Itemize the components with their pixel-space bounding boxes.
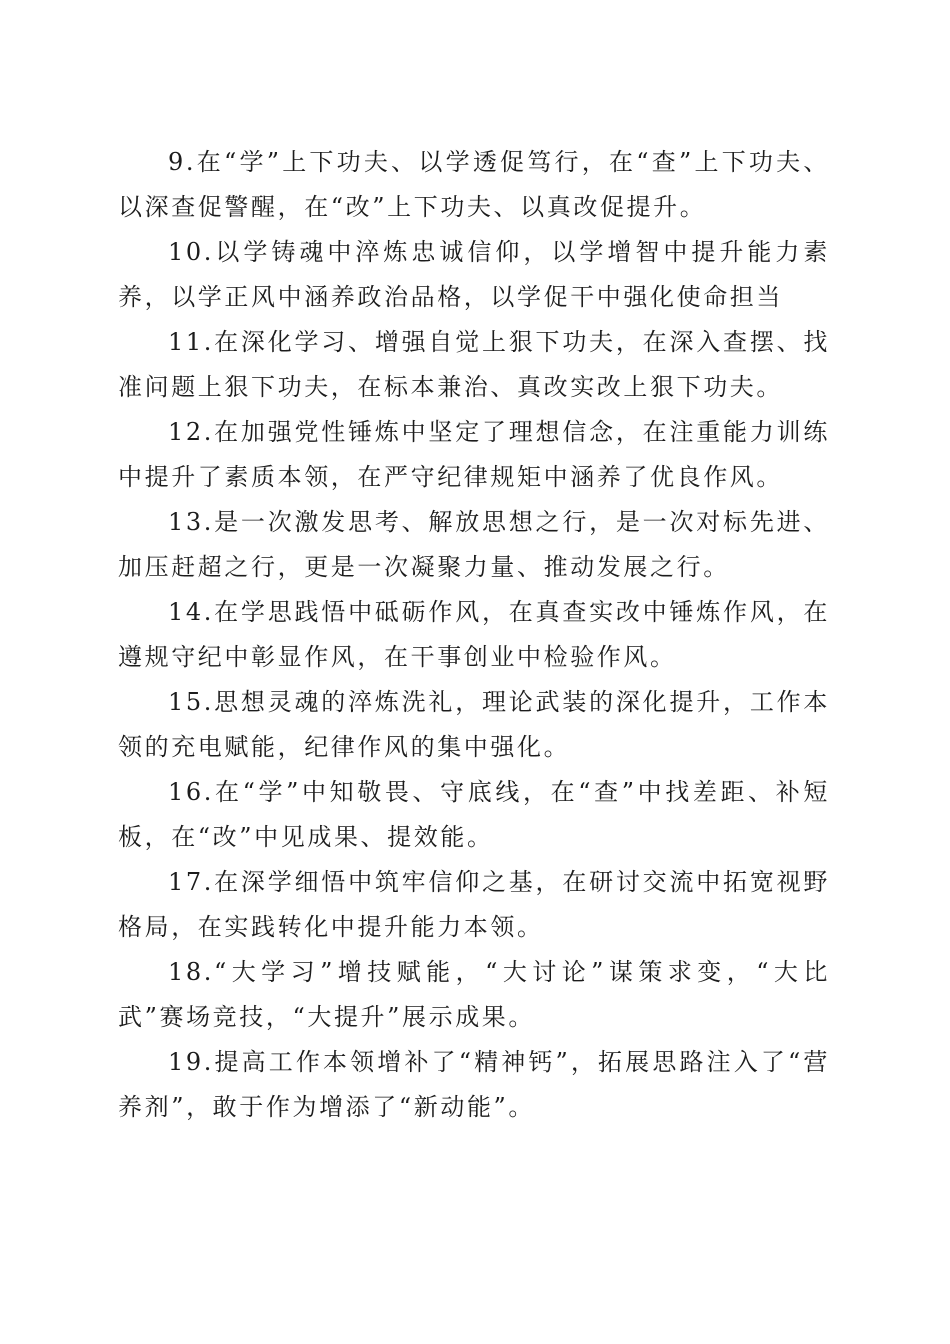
document-body bbox=[118, 140, 830, 1130]
paragraph-18: 18.“大学习”增技赋能，“大讨论”谋策求变，“大比武”赛场竞技，“大提升”展示成果。 bbox=[118, 958, 830, 1031]
paragraph-14: 14.在学思践悟中砥砺作风，在真查实改中锤炼作风，在遵规守纪中彰显作风，在干事创业中检验作风。 bbox=[118, 598, 830, 671]
paragraph-9: 9.在“学”上下功夫、以学透促笃行，在“查”上下功夫、以深查促警醒，在“改”上下功夫、以真改促提升。 bbox=[118, 148, 830, 221]
paragraph-16: 16.在“学”中知敬畏、守底线，在“查”中找差距、补短板，在“改”中见成果、提效能。 bbox=[118, 778, 830, 851]
paragraph-11: 11.在深化学习、增强自觉上狠下功夫，在深入查摆、找准问题上狠下功夫，在标本兼治、真改实改上狠下功夫。 bbox=[118, 328, 830, 401]
paragraph-15: 15.思想灵魂的淬炼洗礼，理论武装的深化提升，工作本领的充电赋能，纪律作风的集中强化。 bbox=[118, 688, 830, 761]
paragraph-12: 12.在加强党性锤炼中坚定了理想信念，在注重能力训练中提升了素质本领，在严守纪律规矩中涵养了优良作风。 bbox=[118, 418, 830, 491]
paragraph-17: 17.在深学细悟中筑牢信仰之基，在研讨交流中拓宽视野格局，在实践转化中提升能力本领。 bbox=[118, 868, 830, 941]
paragraph-10: 10.以学铸魂中淬炼忠诚信仰，以学增智中提升能力素养，以学正风中涵养政治品格，以学促干中强化使命担当 bbox=[118, 238, 830, 311]
paragraph-13: 13.是一次激发思考、解放思想之行，是一次对标先进、加压赶超之行，更是一次凝聚力量、推动发展之行。 bbox=[118, 508, 830, 581]
paragraph-19: 19.提高工作本领增补了“精神钙”，拓展思路注入了“营养剂”，敢于作为增添了“新动能”。 bbox=[118, 1048, 830, 1121]
